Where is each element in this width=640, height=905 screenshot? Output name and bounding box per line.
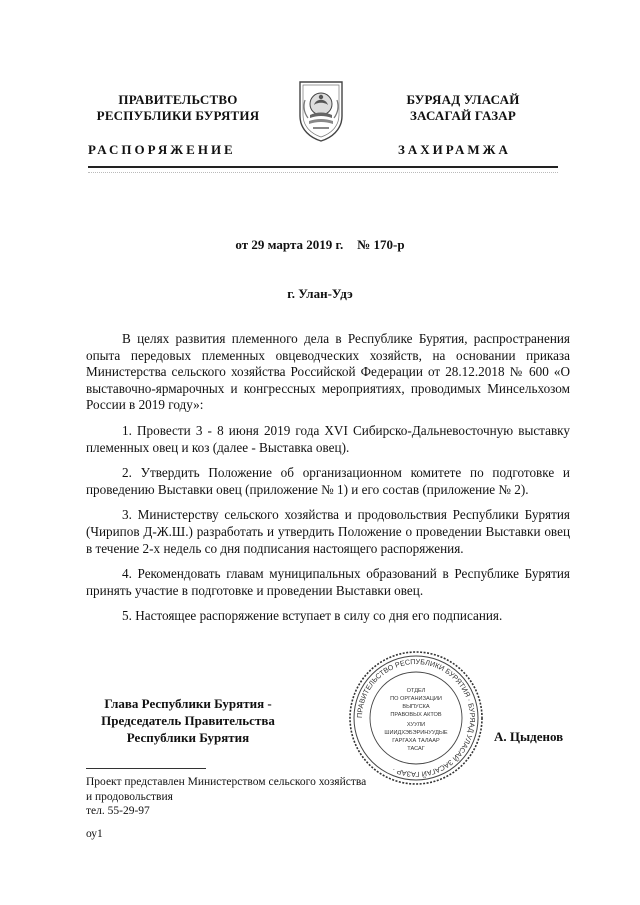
doc-type-russian: РАСПОРЯЖЕНИЕ: [88, 142, 236, 157]
doc-type-buryat: ЗАХИРАМЖА: [398, 142, 511, 157]
stamp-center-line: ХУУЛИ: [406, 722, 426, 728]
footer-phone: тел. 55-29-97: [86, 805, 150, 817]
stamp-center-line: ТАСАГ: [407, 746, 425, 752]
header-dotted-divider: [88, 172, 558, 173]
issuer-buryat-line1: БУРЯАД УЛАСАЙ: [406, 92, 520, 107]
document-city: г. Улан-Удэ: [287, 286, 353, 301]
clause-5: 5. Настоящее распоряжение вступает в силу со дня его подписания.: [122, 608, 503, 624]
stamp-center-line: ВЫПУСКА: [402, 704, 430, 710]
signatory-title: [88, 695, 288, 746]
footer-line1: Проект представлен Министерством сельского хозяйства: [86, 776, 367, 788]
stamp-center-line: ПО ОРГАНИЗАЦИИ: [390, 696, 442, 702]
footer-divider: [86, 768, 206, 769]
document-body: [86, 331, 570, 634]
signatory-title-line2: Председатель Правительства: [101, 713, 275, 728]
stamp-ring-text: ПРАВИТЕЛЬСТВО РЕСПУБЛИКИ БУРЯТИЯ · БУРЯАД УЛАСАЙ ЗАСАГАЙ ГАЗАР ·: [354, 656, 478, 780]
signatory-title-line1: Глава Республики Бурятия -: [104, 696, 272, 711]
issuer-buryat: [368, 92, 558, 124]
clause-1: 1. Провести 3 - 8 июня 2019 года XVI Сибирско-Дальневосточную выставку племенных овец и коз (далее - Выставка овец).: [86, 422, 570, 455]
date-number-line: [0, 237, 640, 253]
clause-3: 3. Министерству сельского хозяйства и продовольствия Республики Бурятия (Чирипов Д-Ж.Ш.) разработать и утвердить Положение о проведении Выставки овец в течение 2-х недель со дня подписания настоящего распоряжения.: [86, 507, 570, 556]
header-divider: [88, 166, 558, 168]
signatory-name: А. Цыденов: [494, 729, 564, 744]
footer-note: [86, 775, 366, 841]
footer-line2: и продовольствия: [86, 790, 173, 803]
issuer-russian-line2: РЕСПУБЛИКИ БУРЯТИЯ: [96, 108, 260, 123]
stamp-center-line: ШИИДХЭБЭРИНУУДЫЕ: [384, 730, 448, 736]
stamp-center-line: ПРАВОВЫХ АКТОВ: [390, 712, 442, 718]
document-number: № 170-р: [357, 237, 405, 252]
signatory-title-line3: Республики Бурятия: [126, 730, 250, 745]
official-stamp: [348, 650, 484, 786]
issuer-russian: [88, 92, 268, 124]
preamble-paragraph: В целях развития племенного дела в Республике Бурятия, распространения опыта передовых племенных овцеводческих хозяйств, на основании приказа Министерства сельского хозяйства Российской Федерации от 28.12.2018 № 600 «О выставочно-ярмарочных и конгрессных мероприятиях, проводимых Минсельхозом России в 2019 году»:: [86, 331, 570, 413]
clause-2: 2. Утвердить Положение об организационном комитете по подготовке и проведению Выставки овец (приложение № 1) и его состав (приложение № 2).: [86, 465, 570, 497]
issuer-buryat-line2: ЗАСАГАЙ ГАЗАР: [409, 108, 517, 123]
stamp-center-line: ОТДЕЛ: [406, 688, 426, 694]
footer-code: оу1: [86, 827, 103, 840]
issuer-russian-line1: ПРАВИТЕЛЬСТВО: [118, 92, 238, 107]
coat-of-arms-icon: [296, 80, 346, 142]
stamp-center-line: ГАРГАХА ТАЛААР: [392, 738, 440, 744]
document-date: от 29 марта 2019 г.: [235, 237, 344, 252]
clause-4: 4. Рекомендовать главам муниципальных образований в Республике Бурятия принять участие в подготовке и проведении Выставки овец.: [86, 566, 570, 598]
